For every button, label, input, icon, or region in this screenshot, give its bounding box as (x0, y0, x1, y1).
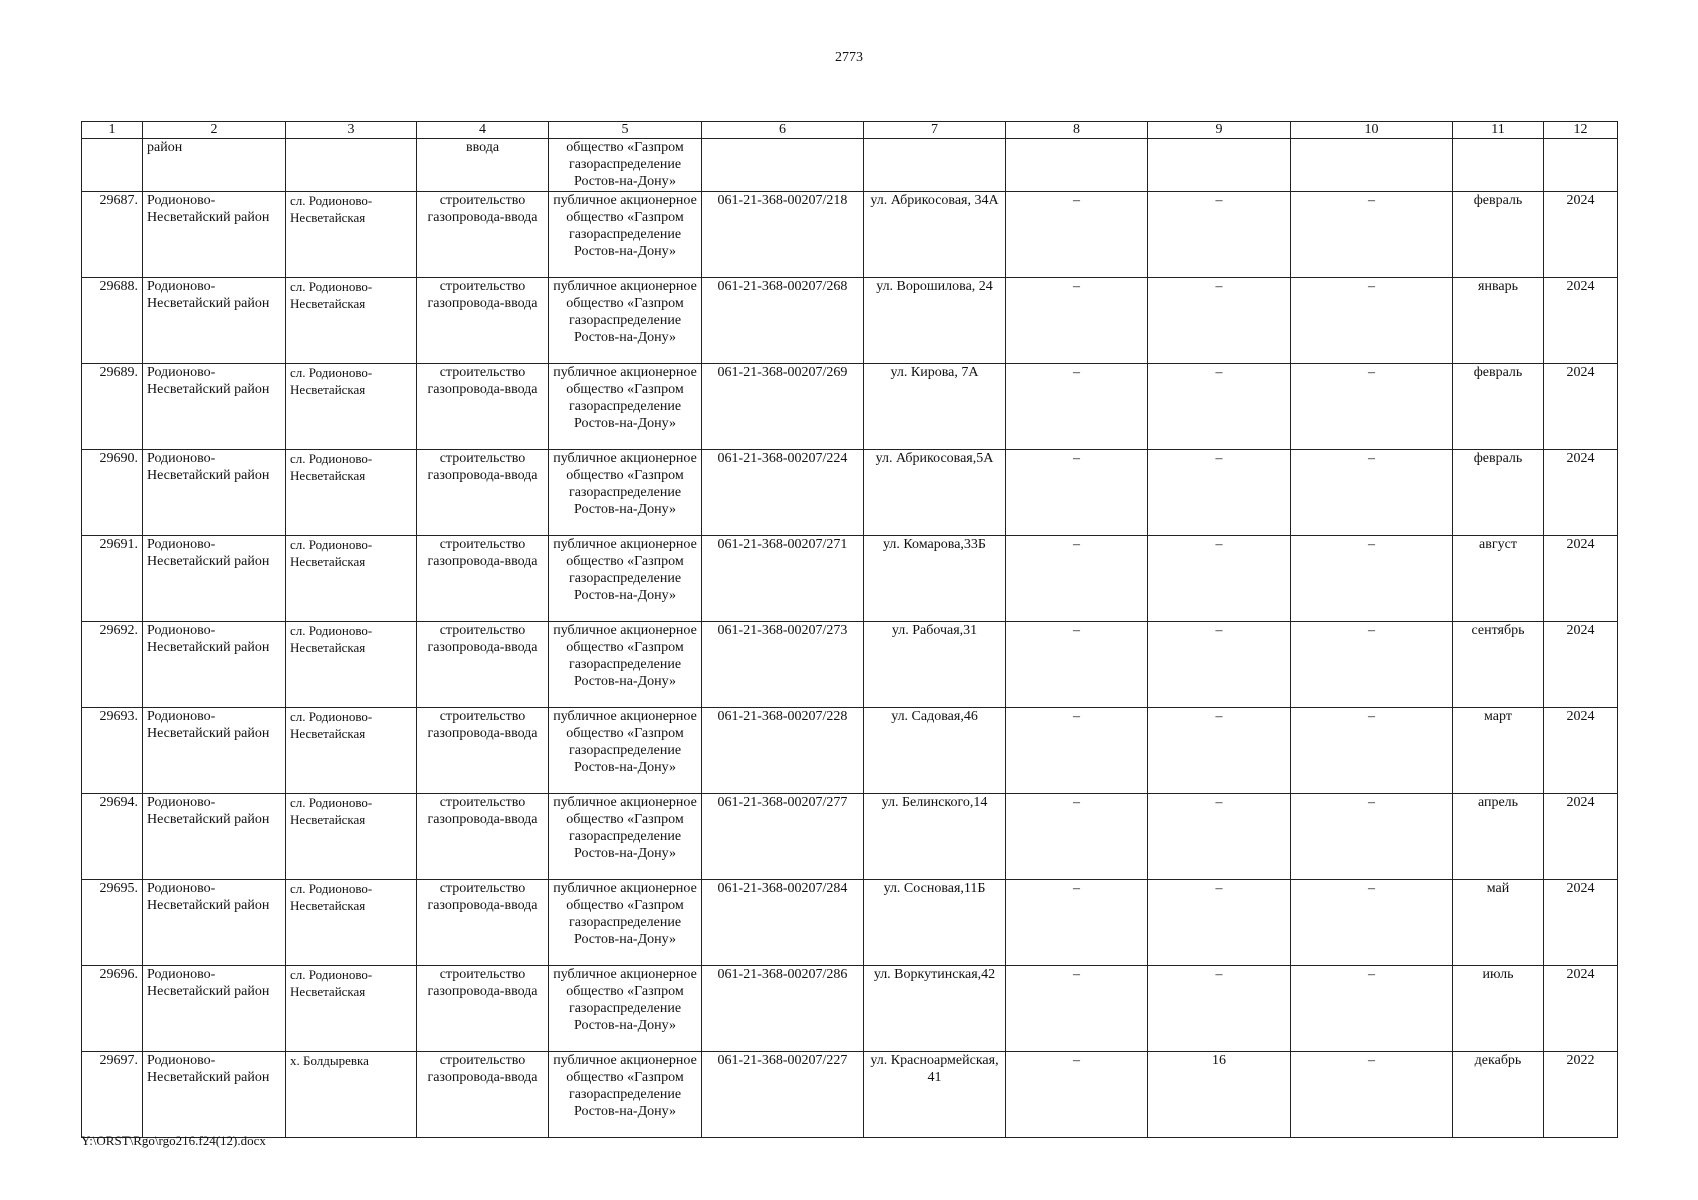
cell-address: ул. Сосновая,11Б (864, 880, 1006, 966)
cell-settlement: сл. Родионово-Несветайская (286, 278, 417, 364)
cell-col-8: – (1006, 966, 1148, 1052)
cell-year: 2024 (1544, 450, 1618, 536)
column-number-header-row (82, 122, 1618, 139)
cell-organization: публичное акционерное общество «Газпром газораспределение Ростов-на-Дону» (549, 450, 702, 536)
cell-organization: публичное акционерное общество «Газпром газораспределение Ростов-на-Дону» (549, 1052, 702, 1138)
cell-row-number: 29688. (82, 278, 143, 364)
cell-col-8: – (1006, 364, 1148, 450)
cell-year: 2024 (1544, 966, 1618, 1052)
cell-month: декабрь (1453, 1052, 1544, 1138)
column-header-12: 12 (1544, 122, 1618, 139)
cell-year: 2024 (1544, 622, 1618, 708)
cell-work-type: строительство газопровода-ввода (417, 278, 549, 364)
cell-district: Родионово-Несветайский район (143, 880, 286, 966)
column-header-6: 6 (702, 122, 864, 139)
cell-year: 2024 (1544, 364, 1618, 450)
cell-organization: публичное акционерное общество «Газпром газораспределение Ростов-на-Дону» (549, 708, 702, 794)
cell-address (864, 139, 1006, 192)
cell-work-type: строительство газопровода-ввода (417, 192, 549, 278)
cell-col-10: – (1291, 364, 1453, 450)
cell-month: август (1453, 536, 1544, 622)
column-header-8: 8 (1006, 122, 1148, 139)
cell-col-9: – (1148, 450, 1291, 536)
cell-col-9: – (1148, 794, 1291, 880)
cell-col-8: – (1006, 794, 1148, 880)
cell-year: 2024 (1544, 536, 1618, 622)
cell-year: 2024 (1544, 794, 1618, 880)
table-row (82, 364, 1618, 450)
cell-work-type: строительство газопровода-ввода (417, 966, 549, 1052)
cell-district: Родионово-Несветайский район (143, 966, 286, 1052)
cell-year: 2024 (1544, 192, 1618, 278)
cell-address: ул. Рабочая,31 (864, 622, 1006, 708)
cell-district: Родионово-Несветайский район (143, 536, 286, 622)
cell-district: Родионово-Несветайский район (143, 622, 286, 708)
cell-col-8: – (1006, 536, 1148, 622)
cell-work-type: строительство газопровода-ввода (417, 364, 549, 450)
cell-settlement: х. Болдыревка (286, 1052, 417, 1138)
cell-settlement (286, 139, 417, 192)
cell-district: Родионово-Несветайский район (143, 794, 286, 880)
cell-row-number: 29694. (82, 794, 143, 880)
cell-organization: публичное акционерное общество «Газпром газораспределение Ростов-на-Дону» (549, 794, 702, 880)
cell-address: ул. Абрикосовая,5А (864, 450, 1006, 536)
cell-registry-number: 061-21-368-00207/228 (702, 708, 864, 794)
cell-address: ул. Абрикосовая, 34А (864, 192, 1006, 278)
cell-col-8: – (1006, 450, 1148, 536)
cell-month: февраль (1453, 192, 1544, 278)
cell-col-9 (1148, 139, 1291, 192)
cell-settlement: сл. Родионово-Несветайская (286, 450, 417, 536)
cell-district: Родионово-Несветайский район (143, 364, 286, 450)
cell-work-type: строительство газопровода-ввода (417, 794, 549, 880)
cell-row-number: 29692. (82, 622, 143, 708)
cell-registry-number: 061-21-368-00207/268 (702, 278, 864, 364)
cell-year: 2024 (1544, 880, 1618, 966)
cell-registry-number: 061-21-368-00207/269 (702, 364, 864, 450)
cell-work-type: строительство газопровода-ввода (417, 622, 549, 708)
cell-col-10 (1291, 139, 1453, 192)
cell-col-8: – (1006, 1052, 1148, 1138)
cell-address: ул. Красноармейская, 41 (864, 1052, 1006, 1138)
cell-row-number: 29691. (82, 536, 143, 622)
column-header-7: 7 (864, 122, 1006, 139)
cell-district: район (143, 139, 286, 192)
table-row (82, 708, 1618, 794)
cell-row-number: 29697. (82, 1052, 143, 1138)
cell-organization: публичное акционерное общество «Газпром газораспределение Ростов-на-Дону» (549, 192, 702, 278)
table-body (82, 139, 1618, 1138)
cell-col-9: – (1148, 536, 1291, 622)
cell-col-8: – (1006, 622, 1148, 708)
cell-col-10: – (1291, 192, 1453, 278)
cell-address: ул. Садовая,46 (864, 708, 1006, 794)
cell-work-type: строительство газопровода-ввода (417, 1052, 549, 1138)
column-header-5: 5 (549, 122, 702, 139)
cell-organization: публичное акционерное общество «Газпром газораспределение Ростов-на-Дону» (549, 364, 702, 450)
table-row (82, 192, 1618, 278)
cell-organization: публичное акционерное общество «Газпром газораспределение Ростов-на-Дону» (549, 880, 702, 966)
cell-settlement: сл. Родионово-Несветайская (286, 880, 417, 966)
table-row (82, 880, 1618, 966)
cell-col-10: – (1291, 536, 1453, 622)
cell-settlement: сл. Родионово-Несветайская (286, 536, 417, 622)
cell-settlement: сл. Родионово-Несветайская (286, 708, 417, 794)
cell-organization: общество «Газпром газораспределение Ростов-на-Дону» (549, 139, 702, 192)
cell-row-number (82, 139, 143, 192)
column-header-4: 4 (417, 122, 549, 139)
table-row (82, 536, 1618, 622)
column-header-10: 10 (1291, 122, 1453, 139)
cell-col-8: – (1006, 192, 1148, 278)
column-header-1: 1 (82, 122, 143, 139)
cell-col-10: – (1291, 708, 1453, 794)
cell-col-8 (1006, 139, 1148, 192)
cell-col-8: – (1006, 708, 1148, 794)
cell-row-number: 29695. (82, 880, 143, 966)
cell-month (1453, 139, 1544, 192)
table-row (82, 794, 1618, 880)
cell-work-type: строительство газопровода-ввода (417, 536, 549, 622)
cell-col-9: – (1148, 708, 1291, 794)
cell-year (1544, 139, 1618, 192)
cell-col-8: – (1006, 278, 1148, 364)
cell-district: Родионово-Несветайский район (143, 278, 286, 364)
table-row (82, 1052, 1618, 1138)
cell-registry-number: 061-21-368-00207/286 (702, 966, 864, 1052)
cell-month: март (1453, 708, 1544, 794)
cell-year: 2022 (1544, 1052, 1618, 1138)
cell-district: Родионово-Несветайский район (143, 708, 286, 794)
cell-work-type: строительство газопровода-ввода (417, 708, 549, 794)
cell-col-9: – (1148, 966, 1291, 1052)
cell-registry-number: 061-21-368-00207/277 (702, 794, 864, 880)
cell-work-type: ввода (417, 139, 549, 192)
cell-col-9: – (1148, 278, 1291, 364)
cell-row-number: 29687. (82, 192, 143, 278)
cell-settlement: сл. Родионово-Несветайская (286, 794, 417, 880)
cell-registry-number: 061-21-368-00207/271 (702, 536, 864, 622)
table-row (82, 450, 1618, 536)
cell-month: январь (1453, 278, 1544, 364)
cell-col-9: – (1148, 364, 1291, 450)
cell-row-number: 29696. (82, 966, 143, 1052)
cell-district: Родионово-Несветайский район (143, 450, 286, 536)
cell-registry-number (702, 139, 864, 192)
cell-row-number: 29693. (82, 708, 143, 794)
cell-col-10: – (1291, 278, 1453, 364)
cell-col-10: – (1291, 1052, 1453, 1138)
cell-col-10: – (1291, 622, 1453, 708)
cell-row-number: 29689. (82, 364, 143, 450)
cell-month: май (1453, 880, 1544, 966)
cell-col-8: – (1006, 880, 1148, 966)
cell-month: апрель (1453, 794, 1544, 880)
cell-col-10: – (1291, 450, 1453, 536)
cell-organization: публичное акционерное общество «Газпром газораспределение Ростов-на-Дону» (549, 278, 702, 364)
cell-col-9: – (1148, 622, 1291, 708)
cell-row-number: 29690. (82, 450, 143, 536)
cell-address: ул. Кирова, 7А (864, 364, 1006, 450)
cell-work-type: строительство газопровода-ввода (417, 880, 549, 966)
footer-file-path: Y:\ORST\Rgo\rgo216.f24(12).docx (81, 1133, 266, 1148)
column-header-2: 2 (143, 122, 286, 139)
cell-month: февраль (1453, 364, 1544, 450)
cell-col-9: – (1148, 880, 1291, 966)
cell-registry-number: 061-21-368-00207/227 (702, 1052, 864, 1138)
table-row (82, 278, 1618, 364)
cell-settlement: сл. Родионово-Несветайская (286, 364, 417, 450)
cell-col-9: – (1148, 192, 1291, 278)
table-row (82, 622, 1618, 708)
cell-organization: публичное акционерное общество «Газпром газораспределение Ростов-на-Дону» (549, 622, 702, 708)
cell-col-10: – (1291, 794, 1453, 880)
cell-district: Родионово-Несветайский район (143, 1052, 286, 1138)
cell-year: 2024 (1544, 708, 1618, 794)
continuation-row (82, 139, 1618, 192)
cell-settlement: сл. Родионово-Несветайская (286, 622, 417, 708)
cell-work-type: строительство газопровода-ввода (417, 450, 549, 536)
cell-registry-number: 061-21-368-00207/284 (702, 880, 864, 966)
column-header-9: 9 (1148, 122, 1291, 139)
cell-col-10: – (1291, 966, 1453, 1052)
cell-address: ул. Ворошилова, 24 (864, 278, 1006, 364)
page-number: 2773 (835, 50, 863, 65)
cell-organization: публичное акционерное общество «Газпром газораспределение Ростов-на-Дону» (549, 966, 702, 1052)
column-header-3: 3 (286, 122, 417, 139)
cell-month: февраль (1453, 450, 1544, 536)
column-header-11: 11 (1453, 122, 1544, 139)
cell-settlement: сл. Родионово-Несветайская (286, 192, 417, 278)
cell-settlement: сл. Родионово-Несветайская (286, 966, 417, 1052)
cell-registry-number: 061-21-368-00207/273 (702, 622, 864, 708)
table-row (82, 966, 1618, 1052)
register-table (81, 121, 1618, 1138)
cell-registry-number: 061-21-368-00207/218 (702, 192, 864, 278)
cell-district: Родионово-Несветайский район (143, 192, 286, 278)
cell-organization: публичное акционерное общество «Газпром газораспределение Ростов-на-Дону» (549, 536, 702, 622)
cell-col-10: – (1291, 880, 1453, 966)
cell-registry-number: 061-21-368-00207/224 (702, 450, 864, 536)
cell-month: июль (1453, 966, 1544, 1052)
cell-address: ул. Воркутинская,42 (864, 966, 1006, 1052)
cell-address: ул. Белинского,14 (864, 794, 1006, 880)
cell-month: сентябрь (1453, 622, 1544, 708)
cell-address: ул. Комарова,33Б (864, 536, 1006, 622)
cell-year: 2024 (1544, 278, 1618, 364)
cell-col-9: 16 (1148, 1052, 1291, 1138)
